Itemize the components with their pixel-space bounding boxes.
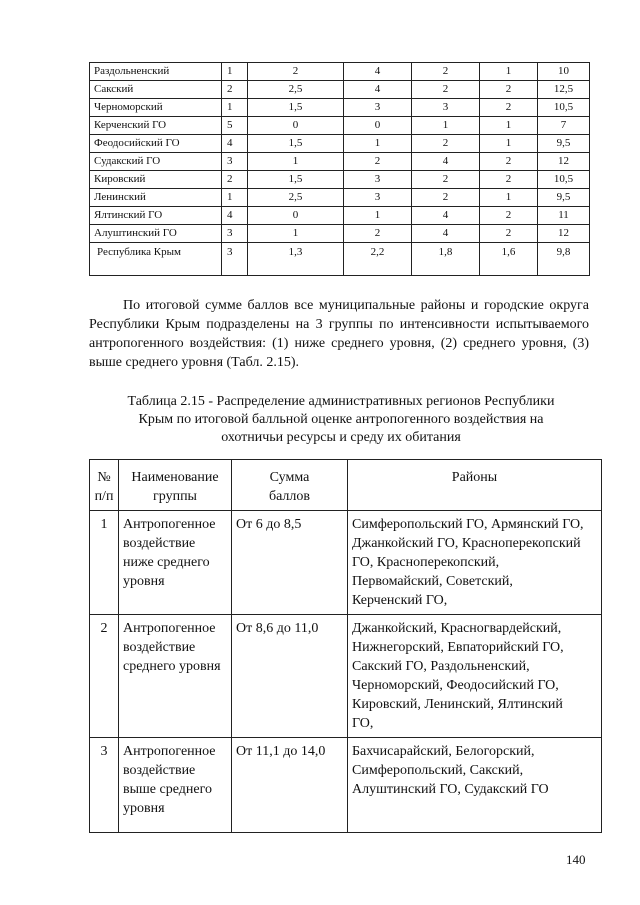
group-name-cell-line: среднего уровня — [123, 659, 221, 674]
group-name-cell — [119, 615, 232, 738]
table-row — [90, 615, 602, 738]
score-cell: 2 — [222, 81, 248, 99]
score-cell: 2 — [480, 81, 538, 99]
score-cell: 3 — [344, 189, 412, 207]
row-number-cell: 2 — [90, 615, 119, 738]
districts-cell-line: Симферопольский, Сакский, — [352, 763, 524, 778]
score-cell: 1 — [222, 99, 248, 117]
score-cell: 2,5 — [248, 81, 344, 99]
score-cell: 3 — [344, 171, 412, 189]
score-cell: 1 — [222, 63, 248, 81]
group-name-cell-line: выше среднего — [123, 782, 212, 797]
score-cell: 1,5 — [248, 99, 344, 117]
score-cell: 2 — [480, 153, 538, 171]
sum-range-cell: От 11,1 до 14,0 — [232, 738, 348, 833]
score-cell: 2 — [412, 63, 480, 81]
table-row — [90, 243, 590, 276]
group-name-cell-line: Антропогенное — [123, 517, 216, 532]
score-cell: 1,6 — [480, 243, 538, 276]
score-cell: 1 — [480, 117, 538, 135]
table-row — [90, 225, 590, 243]
score-cell: 3 — [344, 99, 412, 117]
table-row — [90, 81, 590, 99]
header-sum: Сумма баллов — [232, 460, 348, 511]
group-name-cell — [119, 738, 232, 833]
score-cell: 4 — [412, 207, 480, 225]
score-cell: 4 — [222, 135, 248, 153]
score-cell: 12,5 — [538, 81, 590, 99]
caption-line-1: Таблица 2.15 - Распределение административных регионов Республики — [127, 394, 555, 409]
score-cell: 1 — [344, 135, 412, 153]
score-cell: 2 — [480, 225, 538, 243]
score-cell: 1 — [344, 207, 412, 225]
score-cell: 1 — [248, 225, 344, 243]
score-cell: 4 — [412, 153, 480, 171]
body-paragraph: По итоговой сумме баллов все муниципальные районы и городские округа Республики Крым подразделены на 3 группы по интенсивности испытываемого антропогенного воздействия: (1) ниже среднего уровня, (2) среднего уровня, (3) выше среднего уровня (Табл. 2.15). — [89, 298, 589, 370]
group-name-cell-line: воздействие — [123, 763, 196, 778]
districts-cell-line: Первомайский, Советский, — [352, 574, 513, 589]
score-cell: 2 — [248, 63, 344, 81]
score-cell: 1,5 — [248, 171, 344, 189]
group-name-cell-line: уровня — [123, 574, 165, 589]
score-cell: 1 — [480, 63, 538, 81]
sum-range-cell: От 6 до 8,5 — [232, 511, 348, 615]
score-cell: 4 — [412, 225, 480, 243]
district-name-cell: Ленинский — [90, 189, 222, 207]
districts-cell — [348, 511, 602, 615]
table-row — [90, 63, 590, 81]
score-cell: 1,8 — [412, 243, 480, 276]
table-caption — [100, 393, 582, 447]
score-cell: 9,8 — [538, 243, 590, 276]
score-cell: 2 — [480, 171, 538, 189]
score-cell: 0 — [344, 117, 412, 135]
table-row — [90, 153, 590, 171]
score-cell: 2 — [412, 81, 480, 99]
score-cell: 2 — [412, 135, 480, 153]
score-cell: 10,5 — [538, 99, 590, 117]
header-no: № п/п — [90, 460, 119, 511]
score-cell: 2 — [344, 153, 412, 171]
districts-cell-line: Нижнегорский, Евпаторийский ГО, — [352, 640, 564, 655]
score-cell: 2,5 — [248, 189, 344, 207]
districts-cell-line: Джанкойский, Красногвардейский, — [352, 621, 562, 636]
table-row — [90, 207, 590, 225]
table-row — [90, 189, 590, 207]
districts-cell-line: Алуштинский ГО, Судакский ГО — [352, 782, 549, 797]
score-cell: 3 — [222, 153, 248, 171]
district-name-cell: Раздольненский — [90, 63, 222, 81]
score-cell: 12 — [538, 153, 590, 171]
districts-cell-line: ГО, — [352, 716, 374, 731]
header-districts: Районы — [348, 460, 602, 511]
score-cell: 3 — [222, 243, 248, 276]
row-number-cell: 1 — [90, 511, 119, 615]
score-cell: 2 — [480, 99, 538, 117]
districts-cell-line: Черноморский, Феодосийский ГО, — [352, 678, 559, 693]
score-cell: 4 — [222, 207, 248, 225]
caption-line-3: охотничьи ресурсы и среду их обитания — [221, 430, 461, 445]
district-name-cell: Алуштинский ГО — [90, 225, 222, 243]
score-cell: 2 — [412, 171, 480, 189]
row-number-cell: 3 — [90, 738, 119, 833]
score-cell: 11 — [538, 207, 590, 225]
score-cell: 7 — [538, 117, 590, 135]
score-cell: 2 — [480, 207, 538, 225]
groups-table-header — [90, 460, 602, 511]
group-name-cell-line: воздействие — [123, 640, 196, 655]
districts-cell-line: Бахчисарайский, Белогорский, — [352, 744, 535, 759]
table-row — [90, 171, 590, 189]
score-cell: 10 — [538, 63, 590, 81]
districts-cell — [348, 615, 602, 738]
score-cell: 1 — [222, 189, 248, 207]
district-name-cell: Республика Крым — [90, 243, 222, 276]
districts-cell-line: Керченский ГО, — [352, 593, 448, 608]
groups-table — [89, 459, 602, 833]
score-cell: 2 — [344, 225, 412, 243]
table-row — [90, 738, 602, 833]
districts-cell-line: Симферопольский ГО, Армянский ГО, — [352, 517, 584, 532]
score-cell: 1 — [480, 189, 538, 207]
score-cell: 3 — [412, 99, 480, 117]
districts-cell-line: ГО, Красноперекопский, — [352, 555, 500, 570]
header-group-name: Наименование группы — [119, 460, 232, 511]
score-cell: 2 — [222, 171, 248, 189]
district-name-cell: Ялтинский ГО — [90, 207, 222, 225]
scores-table-body — [90, 63, 590, 276]
scores-table — [89, 62, 590, 276]
sum-range-cell: От 8,6 до 11,0 — [232, 615, 348, 738]
districts-cell-line: Джанкойский ГО, Красноперекопский — [352, 536, 581, 551]
score-cell: 4 — [344, 63, 412, 81]
district-name-cell: Сакский — [90, 81, 222, 99]
group-name-cell — [119, 511, 232, 615]
score-cell: 4 — [344, 81, 412, 99]
caption-line-2: Крым по итоговой балльной оценке антропогенного воздействия на — [138, 412, 544, 427]
table-row — [90, 99, 590, 117]
table-row — [90, 511, 602, 615]
group-name-cell-line: Антропогенное — [123, 744, 216, 759]
districts-cell-line: Кировский, Ленинский, Ялтинский — [352, 697, 563, 712]
score-cell: 1 — [248, 153, 344, 171]
table-row — [90, 117, 590, 135]
score-cell: 1 — [412, 117, 480, 135]
score-cell: 1,3 — [248, 243, 344, 276]
district-name-cell: Черноморский — [90, 99, 222, 117]
score-cell: 3 — [222, 225, 248, 243]
score-cell: 0 — [248, 207, 344, 225]
score-cell: 10,5 — [538, 171, 590, 189]
table-row — [90, 135, 590, 153]
district-name-cell: Кировский — [90, 171, 222, 189]
score-cell: 2,2 — [344, 243, 412, 276]
score-cell: 2 — [412, 189, 480, 207]
districts-cell-line: Сакский ГО, Раздольненский, — [352, 659, 530, 674]
score-cell: 12 — [538, 225, 590, 243]
groups-table-body — [90, 511, 602, 833]
score-cell: 1,5 — [248, 135, 344, 153]
group-name-cell-line: воздействие — [123, 536, 196, 551]
score-cell: 0 — [248, 117, 344, 135]
district-name-cell: Керченский ГО — [90, 117, 222, 135]
district-name-cell: Судакский ГО — [90, 153, 222, 171]
score-cell: 9,5 — [538, 135, 590, 153]
page-number: 140 — [566, 852, 586, 867]
group-name-cell-line: уровня — [123, 801, 165, 816]
districts-cell — [348, 738, 602, 833]
score-cell: 5 — [222, 117, 248, 135]
group-name-cell-line: Антропогенное — [123, 621, 216, 636]
score-cell: 1 — [480, 135, 538, 153]
score-cell: 9,5 — [538, 189, 590, 207]
district-name-cell: Феодосийский ГО — [90, 135, 222, 153]
group-name-cell-line: ниже среднего — [123, 555, 210, 570]
